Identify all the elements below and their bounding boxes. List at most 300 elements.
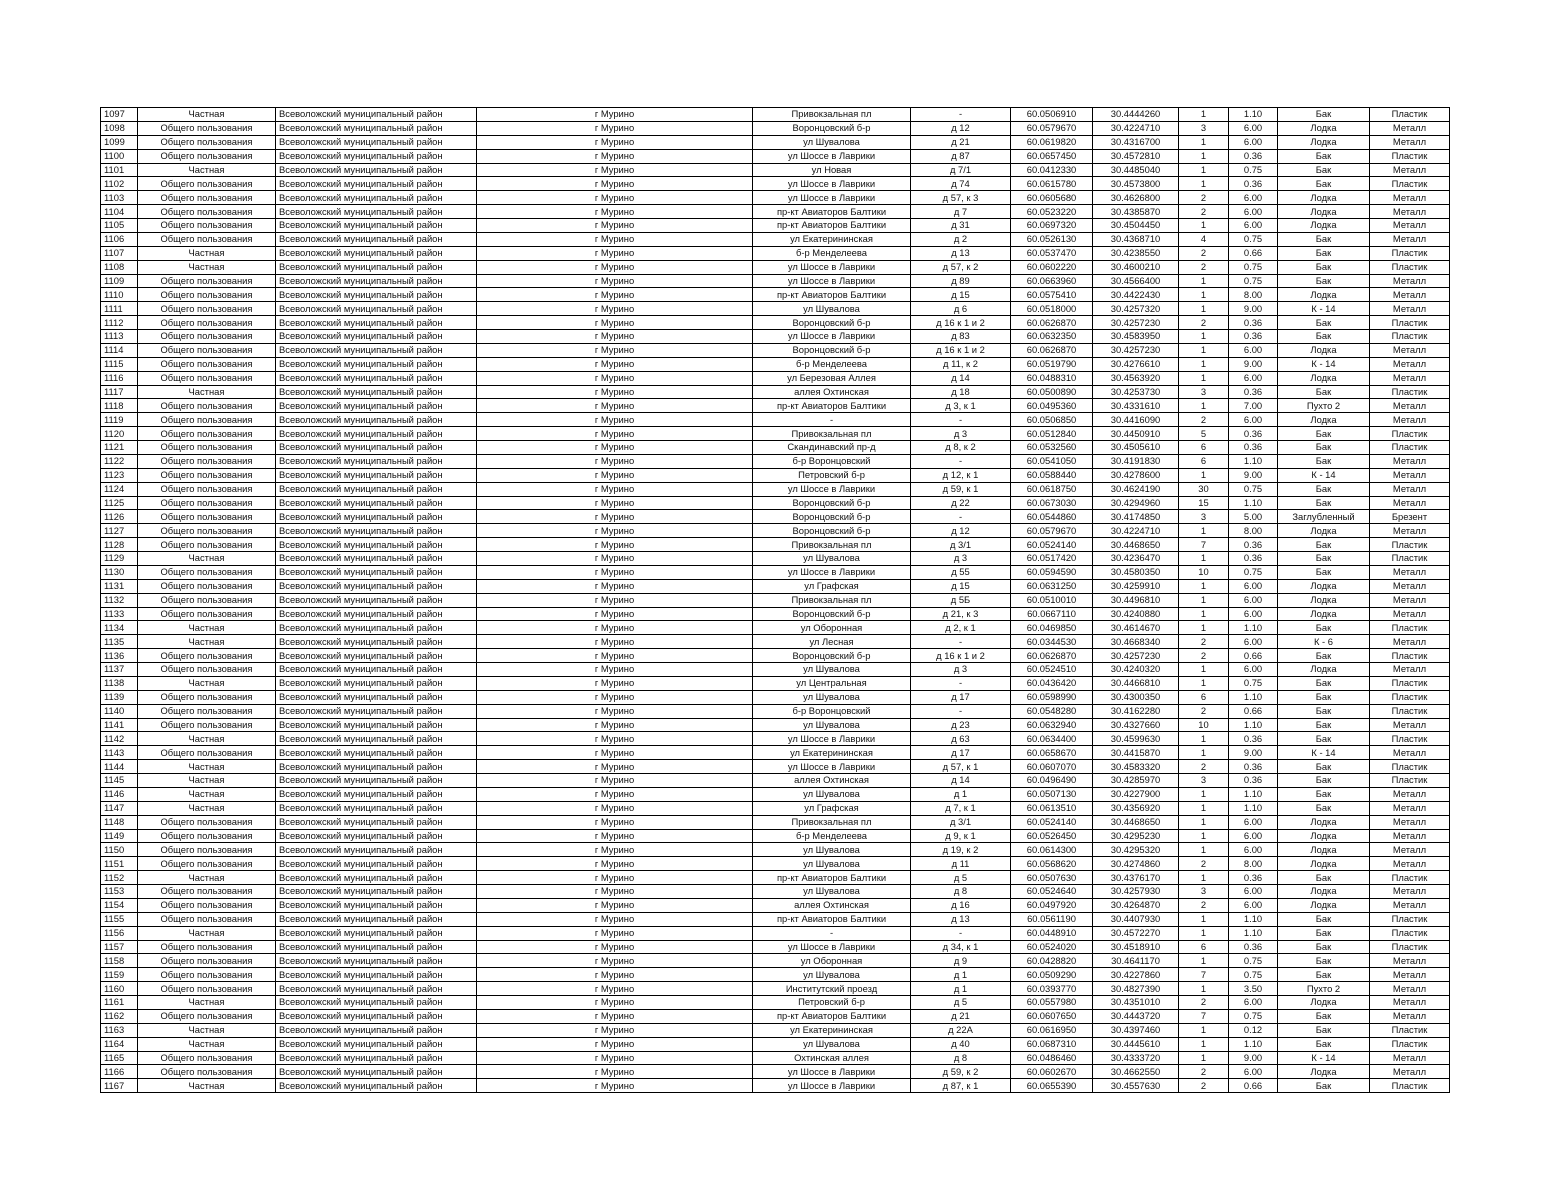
cell-container-type: Бак [1278, 649, 1370, 663]
table-row [101, 274, 1450, 288]
cell-material: Пластик [1370, 690, 1450, 704]
cell-row-number: 1141 [101, 718, 138, 732]
cell-district: Всеволожский муниципальный район [276, 565, 477, 579]
cell-material: Металл [1370, 121, 1450, 135]
cell-material: Пластик [1370, 316, 1450, 330]
cell-container-type: Бак [1278, 704, 1370, 718]
cell-house: д 55 [911, 565, 1011, 579]
cell-house: д 2 [911, 232, 1011, 246]
cell-material: Металл [1370, 205, 1450, 219]
table-row [101, 260, 1450, 274]
cell-longitude: 30.4295230 [1093, 829, 1179, 843]
cell-house: д 34, к 1 [911, 940, 1011, 954]
cell-material: Металл [1370, 787, 1450, 801]
cell-container-type: Лодка [1278, 205, 1370, 219]
cell-house: д 89 [911, 274, 1011, 288]
cell-container-count: 2 [1179, 704, 1229, 718]
cell-row-number: 1128 [101, 538, 138, 552]
cell-container-type: Бак [1278, 108, 1370, 122]
cell-district: Всеволожский муниципальный район [276, 760, 477, 774]
cell-container-count: 10 [1179, 718, 1229, 732]
cell-street: Скандинавский пр-д [753, 441, 911, 455]
cell-locality: г Мурино [477, 496, 753, 510]
cell-district: Всеволожский муниципальный район [276, 496, 477, 510]
cell-ownership: Общего пользования [138, 565, 276, 579]
cell-volume: 6.00 [1229, 205, 1278, 219]
cell-material: Металл [1370, 302, 1450, 316]
cell-row-number: 1148 [101, 815, 138, 829]
cell-container-type: Бак [1278, 760, 1370, 774]
table-row [101, 704, 1450, 718]
cell-latitude: 60.0524510 [1011, 663, 1093, 677]
cell-material: Металл [1370, 219, 1450, 233]
cell-ownership: Общего пользования [138, 690, 276, 704]
cell-house: д 2, к 1 [911, 621, 1011, 635]
cell-ownership: Общего пользования [138, 413, 276, 427]
cell-house: д 5 [911, 996, 1011, 1010]
cell-locality: г Мурино [477, 704, 753, 718]
cell-locality: г Мурино [477, 829, 753, 843]
cell-ownership: Общего пользования [138, 1065, 276, 1079]
cell-volume: 0.75 [1229, 676, 1278, 690]
cell-latitude: 60.0524140 [1011, 538, 1093, 552]
cell-ownership: Общего пользования [138, 579, 276, 593]
cell-container-type: Лодка [1278, 996, 1370, 1010]
cell-house: д 14 [911, 371, 1011, 385]
cell-latitude: 60.0519790 [1011, 357, 1093, 371]
cell-row-number: 1138 [101, 676, 138, 690]
cell-container-count: 2 [1179, 191, 1229, 205]
cell-material: Металл [1370, 496, 1450, 510]
cell-ownership: Общего пользования [138, 441, 276, 455]
cell-street: ул Шоссе в Лаврики [753, 482, 911, 496]
table-row [101, 871, 1450, 885]
cell-container-type: Лодка [1278, 579, 1370, 593]
cell-container-type: Бак [1278, 718, 1370, 732]
cell-latitude: 60.0436420 [1011, 676, 1093, 690]
cell-container-count: 1 [1179, 579, 1229, 593]
cell-street: б-р Менделеева [753, 357, 911, 371]
cell-latitude: 60.0579670 [1011, 121, 1093, 135]
cell-row-number: 1134 [101, 621, 138, 635]
cell-locality: г Мурино [477, 885, 753, 899]
cell-district: Всеволожский муниципальный район [276, 690, 477, 704]
table-row [101, 330, 1450, 344]
cell-longitude: 30.4368710 [1093, 232, 1179, 246]
cell-street: б-р Воронцовский [753, 704, 911, 718]
cell-house: д 83 [911, 330, 1011, 344]
cell-container-type: Бак [1278, 496, 1370, 510]
cell-material: Пластик [1370, 676, 1450, 690]
cell-house: д 1 [911, 982, 1011, 996]
cell-container-type: Лодка [1278, 343, 1370, 357]
cell-house: д 87 [911, 149, 1011, 163]
cell-latitude: 60.0512840 [1011, 427, 1093, 441]
cell-volume: 6.00 [1229, 663, 1278, 677]
cell-latitude: 60.0626870 [1011, 343, 1093, 357]
cell-latitude: 60.0428820 [1011, 954, 1093, 968]
cell-house: д 9, к 1 [911, 829, 1011, 843]
cell-material: Металл [1370, 1065, 1450, 1079]
cell-container-count: 6 [1179, 940, 1229, 954]
cell-latitude: 60.0619820 [1011, 135, 1093, 149]
cell-longitude: 30.4518910 [1093, 940, 1179, 954]
cell-street: Воронцовский б-р [753, 316, 911, 330]
cell-longitude: 30.4264870 [1093, 898, 1179, 912]
cell-longitude: 30.4385870 [1093, 205, 1179, 219]
cell-longitude: 30.4257230 [1093, 649, 1179, 663]
cell-district: Всеволожский муниципальный район [276, 1037, 477, 1051]
cell-material: Металл [1370, 885, 1450, 899]
cell-volume: 0.36 [1229, 552, 1278, 566]
cell-longitude: 30.4253730 [1093, 385, 1179, 399]
table-row [101, 1051, 1450, 1065]
cell-row-number: 1157 [101, 940, 138, 954]
cell-ownership: Частная [138, 260, 276, 274]
cell-street: ул Шоссе в Лаврики [753, 940, 911, 954]
cell-ownership: Общего пользования [138, 912, 276, 926]
cell-latitude: 60.0537470 [1011, 246, 1093, 260]
table-body [101, 108, 1450, 1093]
cell-material: Пластик [1370, 621, 1450, 635]
cell-latitude: 60.0561190 [1011, 912, 1093, 926]
cell-locality: г Мурино [477, 468, 753, 482]
cell-house: д 12 [911, 524, 1011, 538]
cell-container-count: 1 [1179, 1023, 1229, 1037]
cell-volume: 0.36 [1229, 441, 1278, 455]
cell-material: Пластик [1370, 538, 1450, 552]
cell-ownership: Частная [138, 108, 276, 122]
cell-house: д 16 к 1 и 2 [911, 649, 1011, 663]
cell-longitude: 30.4174850 [1093, 510, 1179, 524]
cell-volume: 8.00 [1229, 524, 1278, 538]
cell-longitude: 30.4504450 [1093, 219, 1179, 233]
table-row [101, 1037, 1450, 1051]
cell-ownership: Общего пользования [138, 316, 276, 330]
cell-material: Металл [1370, 815, 1450, 829]
cell-longitude: 30.4274860 [1093, 857, 1179, 871]
cell-longitude: 30.4614670 [1093, 621, 1179, 635]
table-row [101, 496, 1450, 510]
cell-street: ул Шоссе в Лаврики [753, 149, 911, 163]
cell-container-count: 2 [1179, 246, 1229, 260]
cell-longitude: 30.4505610 [1093, 441, 1179, 455]
cell-container-type: Бак [1278, 676, 1370, 690]
cell-container-type: Бак [1278, 316, 1370, 330]
cell-container-type: Бак [1278, 149, 1370, 163]
cell-longitude: 30.4259910 [1093, 579, 1179, 593]
cell-locality: г Мурино [477, 246, 753, 260]
cell-ownership: Общего пользования [138, 288, 276, 302]
table-row [101, 579, 1450, 593]
cell-longitude: 30.4422430 [1093, 288, 1179, 302]
cell-row-number: 1126 [101, 510, 138, 524]
cell-material: Пластик [1370, 260, 1450, 274]
cell-house: д 3/1 [911, 815, 1011, 829]
cell-ownership: Частная [138, 163, 276, 177]
cell-district: Всеволожский муниципальный район [276, 718, 477, 732]
cell-row-number: 1161 [101, 996, 138, 1010]
cell-locality: г Мурино [477, 330, 753, 344]
table-row [101, 787, 1450, 801]
cell-longitude: 30.4376170 [1093, 871, 1179, 885]
cell-latitude: 60.0526130 [1011, 232, 1093, 246]
cell-locality: г Мурино [477, 274, 753, 288]
cell-container-type: Лодка [1278, 288, 1370, 302]
cell-volume: 6.00 [1229, 135, 1278, 149]
cell-district: Всеволожский муниципальный район [276, 413, 477, 427]
cell-container-count: 2 [1179, 413, 1229, 427]
cell-latitude: 60.0524140 [1011, 815, 1093, 829]
cell-material: Металл [1370, 454, 1450, 468]
cell-district: Всеволожский муниципальный район [276, 912, 477, 926]
cell-container-count: 3 [1179, 510, 1229, 524]
cell-material: Металл [1370, 524, 1450, 538]
cell-locality: г Мурино [477, 565, 753, 579]
cell-ownership: Частная [138, 996, 276, 1010]
cell-material: Пластик [1370, 871, 1450, 885]
cell-latitude: 60.0575410 [1011, 288, 1093, 302]
cell-volume: 6.00 [1229, 191, 1278, 205]
cell-longitude: 30.4827390 [1093, 982, 1179, 996]
cell-street: аллея Охтинская [753, 898, 911, 912]
cell-latitude: 60.0488310 [1011, 371, 1093, 385]
cell-ownership: Общего пользования [138, 343, 276, 357]
cell-locality: г Мурино [477, 982, 753, 996]
cell-latitude: 60.0448910 [1011, 926, 1093, 940]
cell-ownership: Частная [138, 787, 276, 801]
table-row [101, 954, 1450, 968]
cell-row-number: 1117 [101, 385, 138, 399]
table-row [101, 177, 1450, 191]
cell-container-count: 1 [1179, 746, 1229, 760]
cell-container-count: 1 [1179, 1051, 1229, 1065]
table-row [101, 246, 1450, 260]
cell-locality: г Мурино [477, 871, 753, 885]
cell-house: д 63 [911, 732, 1011, 746]
cell-house: д 57, к 1 [911, 760, 1011, 774]
cell-container-count: 2 [1179, 760, 1229, 774]
cell-container-count: 1 [1179, 676, 1229, 690]
cell-house: д 8 [911, 885, 1011, 899]
cell-district: Всеволожский муниципальный район [276, 441, 477, 455]
cell-ownership: Общего пользования [138, 302, 276, 316]
cell-house: д 57, к 3 [911, 191, 1011, 205]
cell-district: Всеволожский муниципальный район [276, 871, 477, 885]
cell-district: Всеволожский муниципальный район [276, 302, 477, 316]
cell-container-type: Бак [1278, 926, 1370, 940]
cell-container-type: Лодка [1278, 524, 1370, 538]
cell-material: Пластик [1370, 760, 1450, 774]
cell-row-number: 1121 [101, 441, 138, 455]
cell-row-number: 1162 [101, 1009, 138, 1023]
cell-district: Всеволожский муниципальный район [276, 524, 477, 538]
cell-street: ул Березовая Аллея [753, 371, 911, 385]
cell-longitude: 30.4351010 [1093, 996, 1179, 1010]
cell-locality: г Мурино [477, 135, 753, 149]
cell-locality: г Мурино [477, 149, 753, 163]
cell-material: Металл [1370, 413, 1450, 427]
cell-container-type: Бак [1278, 1037, 1370, 1051]
cell-ownership: Частная [138, 760, 276, 774]
cell-house: д 19, к 2 [911, 843, 1011, 857]
cell-ownership: Общего пользования [138, 829, 276, 843]
cell-container-count: 1 [1179, 288, 1229, 302]
cell-container-count: 1 [1179, 815, 1229, 829]
cell-container-type: К - 6 [1278, 635, 1370, 649]
table-row [101, 468, 1450, 482]
cell-longitude: 30.4466810 [1093, 676, 1179, 690]
cell-container-type: Бак [1278, 552, 1370, 566]
cell-house: д 21, к 3 [911, 607, 1011, 621]
cell-ownership: Общего пользования [138, 885, 276, 899]
cell-container-type: К - 14 [1278, 357, 1370, 371]
cell-material: Пластик [1370, 649, 1450, 663]
cell-house: д 23 [911, 718, 1011, 732]
cell-district: Всеволожский муниципальный район [276, 774, 477, 788]
cell-district: Всеволожский муниципальный район [276, 593, 477, 607]
cell-street: Воронцовский б-р [753, 121, 911, 135]
cell-house: д 16 к 1 и 2 [911, 343, 1011, 357]
cell-district: Всеволожский муниципальный район [276, 1065, 477, 1079]
cell-volume: 9.00 [1229, 1051, 1278, 1065]
cell-material: Пластик [1370, 704, 1450, 718]
cell-container-count: 3 [1179, 885, 1229, 899]
cell-ownership: Общего пользования [138, 857, 276, 871]
cell-row-number: 1131 [101, 579, 138, 593]
cell-street: аллея Охтинская [753, 774, 911, 788]
cell-row-number: 1147 [101, 801, 138, 815]
cell-district: Всеволожский муниципальный район [276, 732, 477, 746]
cell-container-type: Бак [1278, 954, 1370, 968]
cell-volume: 1.10 [1229, 718, 1278, 732]
cell-longitude: 30.4668340 [1093, 635, 1179, 649]
table-row [101, 108, 1450, 122]
cell-row-number: 1129 [101, 552, 138, 566]
cell-latitude: 60.0618750 [1011, 482, 1093, 496]
cell-container-count: 1 [1179, 912, 1229, 926]
cell-longitude: 30.4572270 [1093, 926, 1179, 940]
cell-container-type: Пухто 2 [1278, 982, 1370, 996]
cell-container-count: 2 [1179, 260, 1229, 274]
cell-locality: г Мурино [477, 1023, 753, 1037]
cell-locality: г Мурино [477, 552, 753, 566]
cell-container-count: 2 [1179, 205, 1229, 219]
cell-material: Пластик [1370, 427, 1450, 441]
cell-longitude: 30.4397460 [1093, 1023, 1179, 1037]
cell-house: - [911, 926, 1011, 940]
cell-volume: 6.00 [1229, 607, 1278, 621]
cell-district: Всеволожский муниципальный район [276, 1079, 477, 1093]
cell-latitude: 60.0526450 [1011, 829, 1093, 843]
cell-container-count: 1 [1179, 843, 1229, 857]
cell-longitude: 30.4257930 [1093, 885, 1179, 899]
cell-latitude: 60.0632940 [1011, 718, 1093, 732]
table-row [101, 454, 1450, 468]
table-row [101, 302, 1450, 316]
cell-volume: 0.36 [1229, 538, 1278, 552]
cell-ownership: Общего пользования [138, 663, 276, 677]
cell-locality: г Мурино [477, 357, 753, 371]
table-row [101, 718, 1450, 732]
table-row [101, 205, 1450, 219]
cell-house: д 17 [911, 690, 1011, 704]
cell-volume: 0.36 [1229, 940, 1278, 954]
cell-latitude: 60.0579670 [1011, 524, 1093, 538]
cell-ownership: Частная [138, 385, 276, 399]
cell-container-type: Бак [1278, 441, 1370, 455]
cell-volume: 6.00 [1229, 1065, 1278, 1079]
cell-row-number: 1125 [101, 496, 138, 510]
cell-district: Всеволожский муниципальный район [276, 996, 477, 1010]
cell-ownership: Общего пользования [138, 649, 276, 663]
table-row [101, 565, 1450, 579]
cell-locality: г Мурино [477, 954, 753, 968]
cell-longitude: 30.4257230 [1093, 316, 1179, 330]
table-row [101, 663, 1450, 677]
cell-material: Металл [1370, 801, 1450, 815]
cell-latitude: 60.0626870 [1011, 649, 1093, 663]
cell-district: Всеволожский муниципальный район [276, 649, 477, 663]
cell-district: Всеволожский муниципальный район [276, 399, 477, 413]
cell-latitude: 60.0497920 [1011, 898, 1093, 912]
cell-locality: г Мурино [477, 260, 753, 274]
cell-latitude: 60.0657450 [1011, 149, 1093, 163]
cell-street: ул Шувалова [753, 302, 911, 316]
cell-locality: г Мурино [477, 787, 753, 801]
cell-latitude: 60.0663960 [1011, 274, 1093, 288]
table-row [101, 191, 1450, 205]
cell-street: ул Шувалова [753, 787, 911, 801]
cell-house: д 3, к 1 [911, 399, 1011, 413]
cell-material: Металл [1370, 1051, 1450, 1065]
cell-longitude: 30.4557630 [1093, 1079, 1179, 1093]
cell-longitude: 30.4300350 [1093, 690, 1179, 704]
cell-longitude: 30.4415870 [1093, 746, 1179, 760]
cell-row-number: 1108 [101, 260, 138, 274]
cell-container-count: 1 [1179, 149, 1229, 163]
cell-material: Металл [1370, 843, 1450, 857]
table-row [101, 538, 1450, 552]
cell-ownership: Общего пользования [138, 274, 276, 288]
cell-street: ул Оборонная [753, 621, 911, 635]
cell-longitude: 30.4224710 [1093, 524, 1179, 538]
cell-latitude: 60.0344530 [1011, 635, 1093, 649]
cell-longitude: 30.4443720 [1093, 1009, 1179, 1023]
cell-material: Пластик [1370, 552, 1450, 566]
cell-volume: 0.36 [1229, 427, 1278, 441]
cell-locality: г Мурино [477, 1079, 753, 1093]
cell-street: Институтский проезд [753, 982, 911, 996]
cell-material: Пластик [1370, 246, 1450, 260]
cell-row-number: 1130 [101, 565, 138, 579]
cell-container-count: 1 [1179, 871, 1229, 885]
cell-house: д 1 [911, 968, 1011, 982]
cell-street: Охтинская аллея [753, 1051, 911, 1065]
cell-material: Металл [1370, 357, 1450, 371]
cell-locality: г Мурино [477, 690, 753, 704]
cell-locality: г Мурино [477, 1065, 753, 1079]
cell-street: ул Оборонная [753, 954, 911, 968]
cell-material: Металл [1370, 663, 1450, 677]
cell-longitude: 30.4327660 [1093, 718, 1179, 732]
cell-locality: г Мурино [477, 316, 753, 330]
cell-latitude: 60.0506850 [1011, 413, 1093, 427]
cell-container-type: Заглубленный [1278, 510, 1370, 524]
cell-material: Металл [1370, 579, 1450, 593]
cell-container-type: Бак [1278, 427, 1370, 441]
cell-district: Всеволожский муниципальный район [276, 968, 477, 982]
